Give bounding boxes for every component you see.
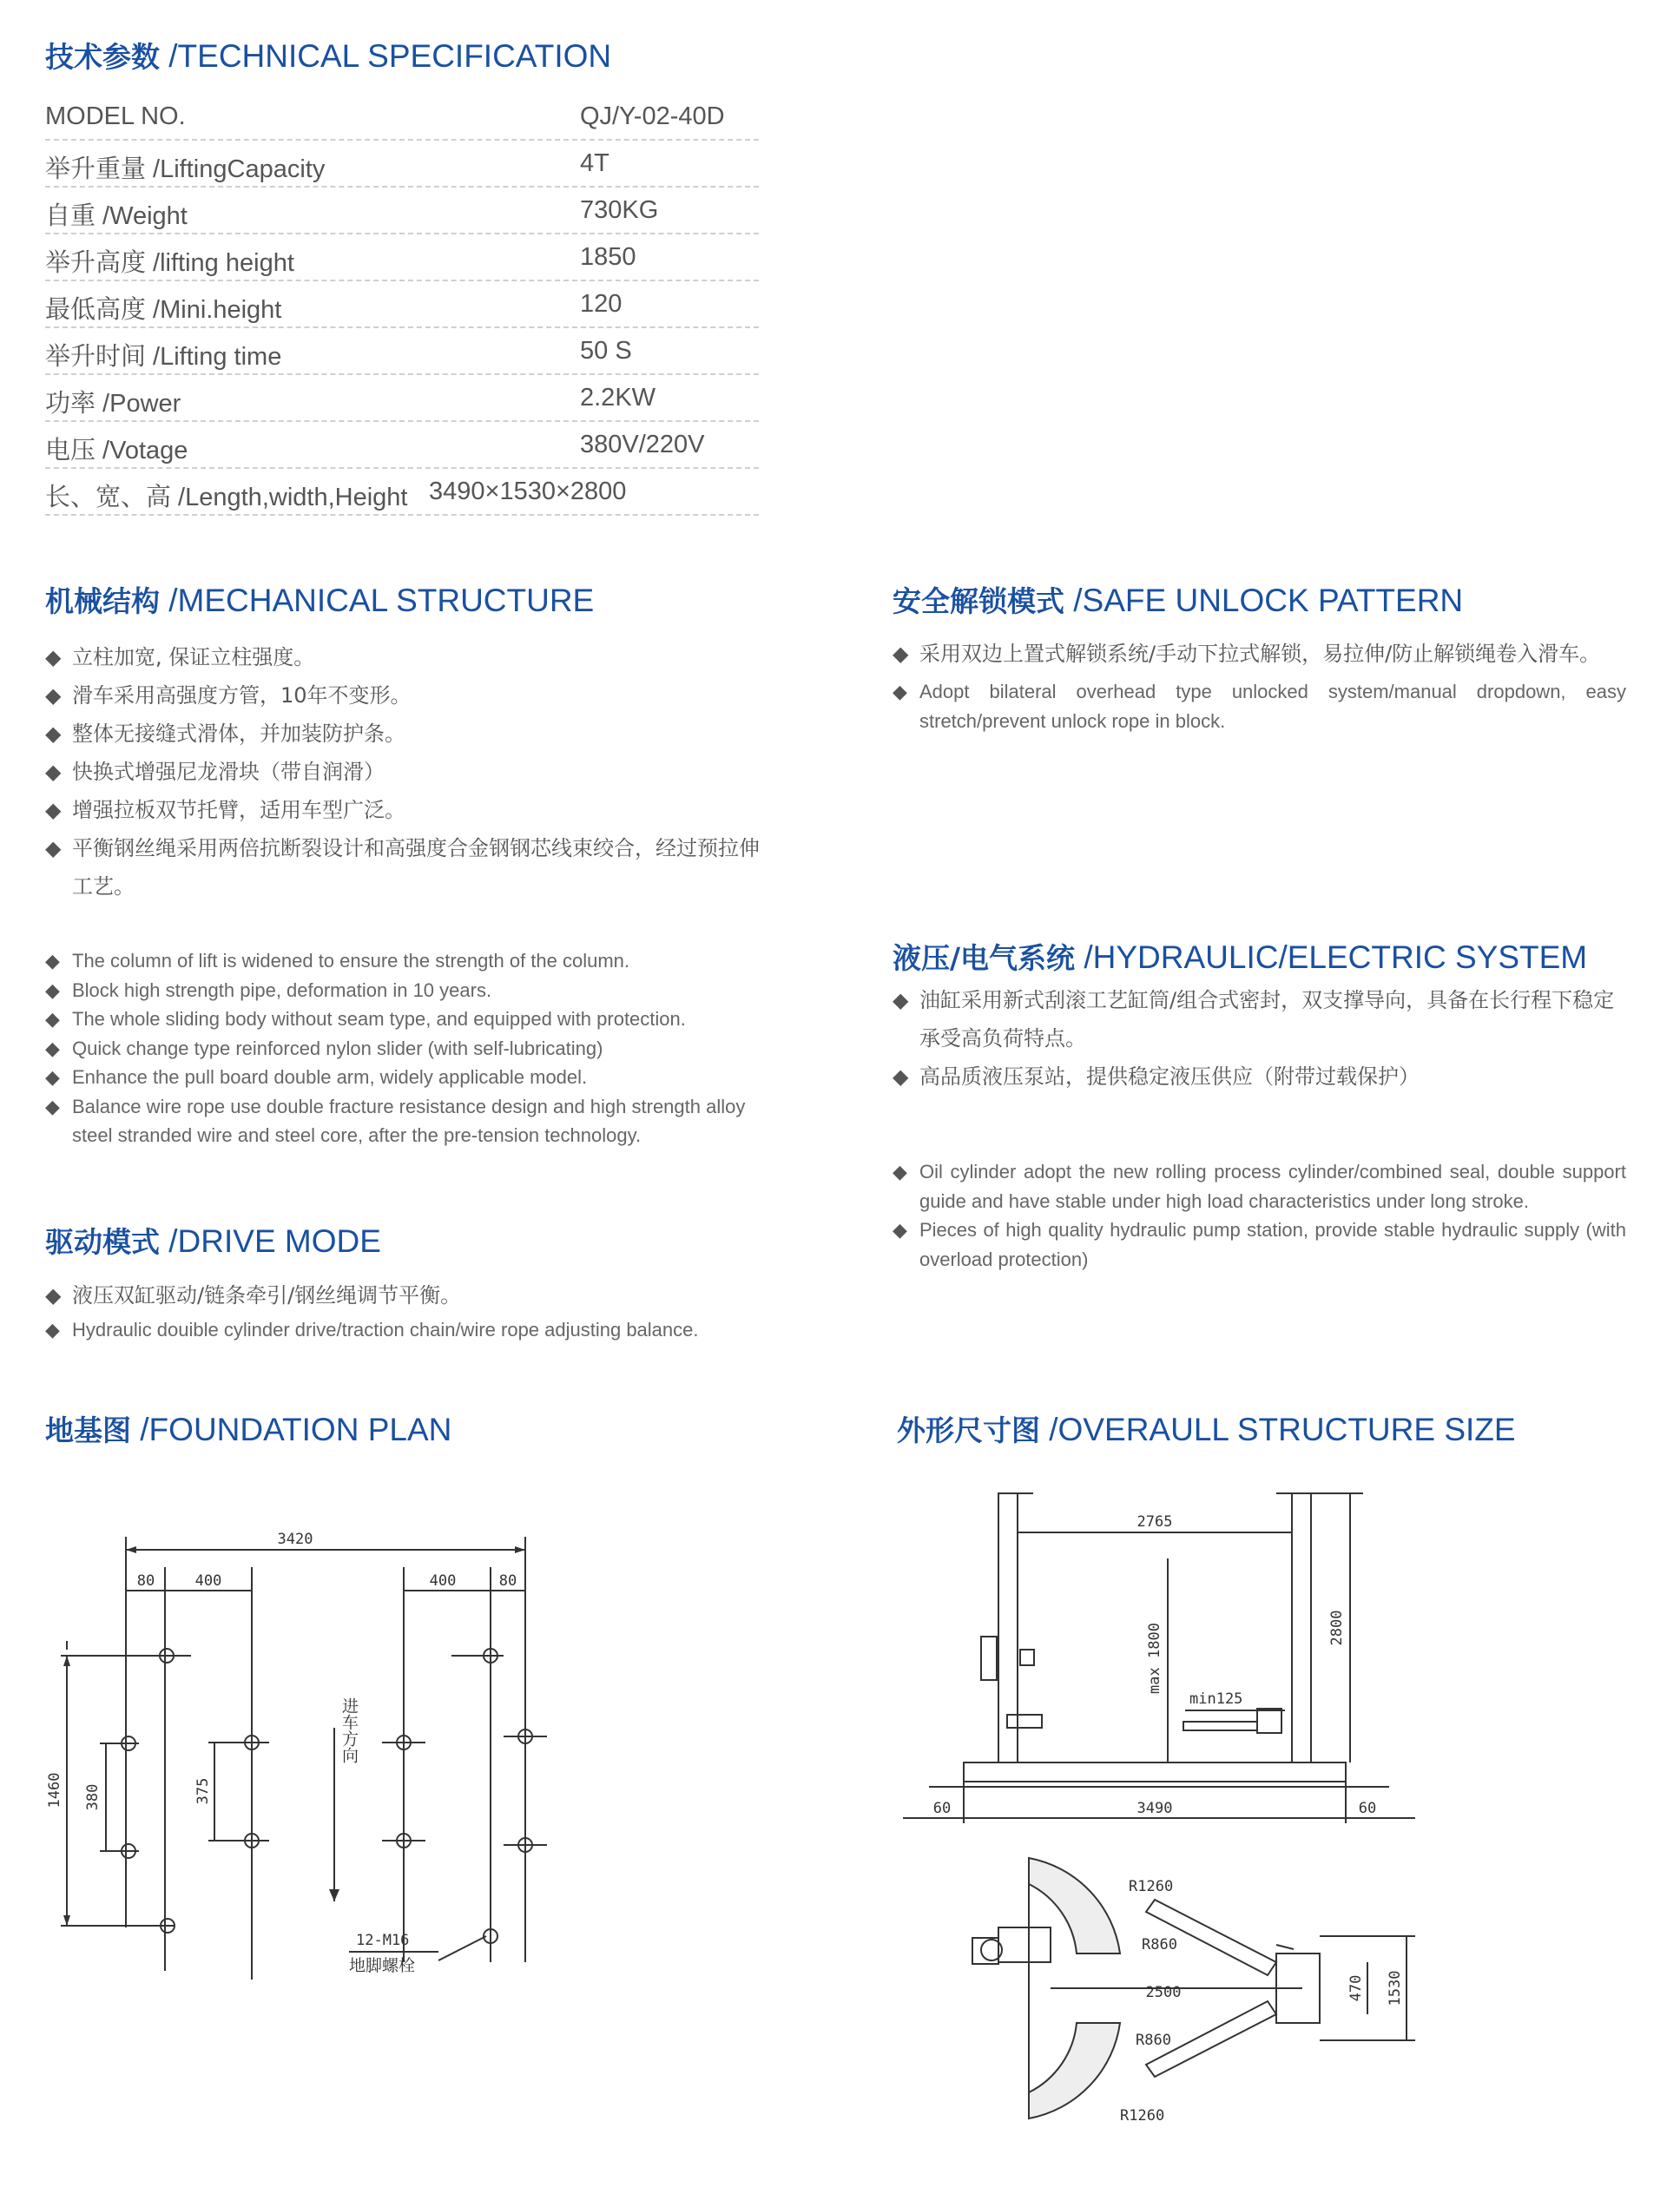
dim-60-left: 60 [932,1800,952,1817]
list-item [45,791,773,829]
spec-value: 730KG [580,196,659,224]
tech-spec-title-cn: 技术参数 [45,40,160,74]
dim-3490: 3490 [1136,1800,1173,1817]
list-item [45,1063,776,1092]
foundation-title-en: /FOUNDATION PLAN [140,1412,452,1447]
spec-row [45,281,759,328]
list-item [45,1092,776,1150]
dim-r860-bottom: R860 [1136,2032,1171,2049]
list-item [893,1216,1626,1274]
dim-min125: min125 [1189,1690,1243,1708]
hydraulic-en-list [893,1157,1626,1274]
diamond-bullet-icon: ◆ [45,1283,62,1308]
item-text: 高品质液压泵站，提供稳定液压供应（附带过载保护） [919,1064,1420,1089]
dim-2800: 2800 [1328,1610,1346,1646]
foundation-heading [45,1408,451,1449]
spec-label: 最低高度 /Mini.height [45,296,282,324]
list-item [45,946,776,976]
dim-80-left: 80 [136,1572,155,1590]
item-text: Hydraulic douible cylinder drive/traction chain/wire rope adjusting balance. [72,1319,699,1341]
item-text: Quick change type reinforced nylon slider (with self-lubricating) [72,1037,603,1059]
foundation-plan-drawing [35,1511,573,1997]
overall-heading [897,1408,1516,1449]
hydraulic-title-en: /HYDRAULIC/ELECTRIC SYSTEM [1084,939,1588,975]
list-item [45,638,773,676]
foundation-title-cn: 地基图 [45,1413,131,1447]
diamond-bullet-icon: ◆ [45,950,60,972]
dim-380: 380 [84,1783,102,1811]
list-item [45,1005,776,1034]
spec-label: 举升时间 /Lifting time [45,343,282,371]
diamond-bullet-icon: ◆ [45,798,62,822]
overall-title-en: /OVERAULL STRUCTURE SIZE [1049,1412,1516,1447]
direction-label: 进车方向 [339,1697,359,1763]
spec-row [45,422,759,469]
item-text: Enhance the pull board double arm, widely applicable model. [72,1066,588,1088]
dim-1530: 1530 [1387,1970,1404,2006]
diamond-bullet-icon: ◆ [45,1037,60,1059]
spec-row [45,328,759,375]
dim-400-left: 400 [194,1572,222,1590]
drive-en-list [45,1315,792,1345]
item-text: 滑车采用高强度方管，10年不变形。 [72,683,412,708]
safe-unlock-en-list [893,677,1626,735]
item-text: Adopt bilateral overhead type unlocked system/manual dropdown, easy stretch/prevent unlock rope in block. [919,681,1626,732]
spec-label: 举升高度 /lifting height [45,249,294,277]
spec-value: 50 S [580,337,632,365]
diamond-bullet-icon: ◆ [893,988,909,1012]
diamond-bullet-icon: ◆ [893,1064,909,1089]
spec-row [45,188,759,234]
item-text: The whole sliding body without seam type, and equipped with protection. [72,1008,686,1030]
diamond-bullet-icon: ◆ [45,760,62,784]
drive-heading [45,1220,381,1261]
list-item [45,715,773,753]
list-item [45,1315,792,1345]
item-text: The column of lift is widened to ensure the strength of the column. [72,950,630,972]
item-text: 整体无接缝式滑体，并加装防护条。 [72,721,405,746]
list-item [45,976,776,1005]
mechanical-title-cn: 机械结构 [45,584,160,618]
safe-unlock-heading [893,579,1463,620]
list-item [893,677,1626,735]
dim-r1260-top: R1260 [1129,1878,1174,1895]
diamond-bullet-icon: ◆ [45,645,62,669]
diamond-bullet-icon: ◆ [45,1319,60,1341]
list-item [45,676,773,715]
spec-row [45,234,759,281]
spec-label: 举升重量 /LiftingCapacity [45,155,326,183]
dim-470: 470 [1347,1974,1365,2002]
item-text: 快换式增强尼龙滑块（带自润滑） [72,760,385,784]
item-text: 液压双缸驱动/链条牵引/钢丝绳调节平衡。 [72,1283,462,1308]
list-item [45,753,773,791]
dim-60-right: 60 [1358,1800,1377,1817]
item-text: 采用双边上置式解锁系统/手动下拉式解锁，易拉伸/防止解锁绳卷入滑车。 [919,642,1601,666]
diamond-bullet-icon: ◆ [45,1095,60,1117]
diamond-bullet-icon: ◆ [893,1219,907,1241]
dim-3420: 3420 [277,1531,313,1548]
dim-2500: 2500 [1145,1984,1182,2001]
spec-value: 120 [580,290,623,318]
spec-label: 自重 /Weight [45,202,188,230]
item-text: Pieces of high quality hydraulic pump station, provide stable hydraulic supply (with overload protection) [919,1219,1626,1270]
dim-80-right: 80 [498,1572,517,1590]
list-item [45,1034,776,1064]
dim-r1260-bottom: R1260 [1120,2107,1165,2125]
spec-value: 4T [580,149,609,177]
item-text: 增强拉板双节托臂，适用车型广泛。 [72,798,405,822]
diamond-bullet-icon: ◆ [45,1008,60,1030]
safe-unlock-title-en: /SAFE UNLOCK PATTERN [1073,583,1464,618]
tech-spec-title-en: /TECHNICAL SPECIFICATION [168,38,612,74]
diamond-bullet-icon: ◆ [45,721,62,746]
item-text: Oil cylinder adopt the new rolling process cylinder/combined seal, double support guide and have stable under high load characteristics under long stroke. [919,1161,1626,1212]
item-text: Block high strength pipe, deformation in 10 years. [72,978,492,1001]
item-text: Balance wire rope use double fracture resistance design and high strength alloy steel stranded wire and steel core, after the pre-tension technology. [72,1095,746,1146]
hydraulic-heading [893,936,1587,977]
spec-label: 长、宽、高 /Length,width,Height [45,484,408,511]
mechanical-en-list [45,946,776,1150]
overall-title-cn: 外形尺寸图 [897,1413,1040,1447]
spec-label: 电压 /Votage [45,437,188,464]
list-item [893,635,1626,673]
spec-row [45,375,759,422]
spec-value: 3490×1530×2800 [429,478,627,505]
mechanical-heading [45,579,594,620]
list-item [893,1057,1626,1096]
spec-value: QJ/Y-02-40D [580,102,725,130]
list-item [893,981,1626,1057]
spec-value: 2.2KW [580,384,656,412]
drive-title-en: /DRIVE MODE [168,1223,381,1259]
diamond-bullet-icon: ◆ [893,642,909,666]
list-item [45,1276,774,1314]
dim-400-right: 400 [429,1572,457,1590]
drive-title-cn: 驱动模式 [45,1225,160,1259]
safe-unlock-cn-list [893,635,1626,673]
diamond-bullet-icon: ◆ [45,978,60,1001]
mechanical-title-en: /MECHANICAL STRUCTURE [168,583,595,618]
spec-table [45,94,759,516]
item-text: 平衡钢丝绳采用两倍抗断裂设计和高强度合金钢钢芯线束绞合，经过预拉伸工艺。 [72,836,760,899]
spec-value: 1850 [580,243,636,271]
spec-row [45,94,759,141]
spec-label: 功率 /Power [45,390,181,418]
dim-r860-top: R860 [1142,1936,1177,1954]
bolt-label: 地脚螺栓 [349,1956,416,1975]
overall-size-drawing [894,1476,1433,2153]
spec-row [45,141,759,188]
diamond-bullet-icon: ◆ [893,1161,907,1183]
diamond-bullet-icon: ◆ [45,683,62,708]
dim-2765: 2765 [1136,1513,1173,1531]
tech-spec-heading [45,35,611,76]
dim-375: 375 [194,1777,212,1805]
dim-1460: 1460 [46,1772,63,1809]
spec-value: 380V/220V [580,431,705,458]
list-item [45,829,773,906]
hydraulic-title-cn: 液压/电气系统 [893,941,1076,975]
diamond-bullet-icon: ◆ [45,1066,60,1088]
diamond-bullet-icon: ◆ [45,836,62,860]
list-item [893,1157,1626,1216]
dim-max-1800: max 1800 [1146,1623,1163,1694]
spec-label: MODEL NO. [45,102,186,130]
hydraulic-cn-list [893,981,1626,1096]
drive-cn-list [45,1276,774,1314]
mechanical-cn-list [45,638,773,906]
item-text: 油缸采用新式刮滚工艺缸筒/组合式密封，双支撑导向，具备在长行程下稳定承受高负荷特点。 [919,988,1615,1051]
spec-row [45,469,759,516]
bolt-spec: 12-M16 [356,1932,410,1949]
item-text: 立柱加宽, 保证立柱强度。 [72,645,315,669]
diamond-bullet-icon: ◆ [893,681,907,702]
safe-unlock-title-cn: 安全解锁模式 [893,584,1064,618]
